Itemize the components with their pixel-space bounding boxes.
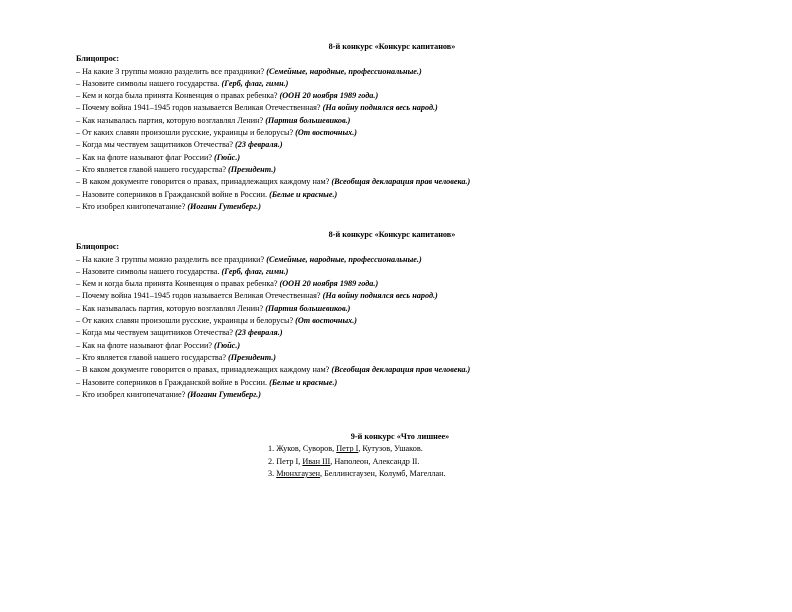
answer-text: (Белые и красные.) — [269, 377, 338, 387]
contest9-title: 9-й конкурс «Что лишнее» — [350, 432, 450, 441]
answer-text: (Президент.) — [228, 164, 276, 174]
question-item — [76, 364, 716, 376]
question-item — [76, 389, 716, 401]
question-text: – От каких славян произошли русские, украинцы и белорусы? — [76, 128, 296, 138]
answer-text: (Президент.) — [228, 352, 276, 362]
answer-text: (От восточных.) — [295, 128, 358, 138]
contest8-title: 8-й конкурс «Конкурс капитанов» — [328, 230, 456, 239]
blitz-label: Блицопрос: — [76, 54, 120, 64]
question-item — [76, 90, 716, 102]
answer-text: (Партия большевиков.) — [265, 303, 351, 313]
question-text: – Назовите соперников в Гражданской войне в России. — [76, 377, 270, 387]
question-list — [76, 66, 716, 214]
question-text: – Кто является главой нашего государства? — [76, 352, 229, 362]
answer-text: (Гюйс.) — [214, 152, 241, 162]
question-text: – Как называлась партия, которую возглавлял Ленин? — [76, 303, 266, 313]
answer-text: (Семейные, народные, профессиональные.) — [266, 66, 422, 76]
question-text: – Кто является главой нашего государства? — [76, 164, 229, 174]
odd-one-out-item — [268, 443, 600, 455]
odd-item-underlined: Мюнхгаузен — [276, 468, 320, 478]
odd-one-out-item — [268, 456, 600, 468]
contest8-section — [76, 41, 716, 213]
question-text: – Кто изобрел книгопечатание? — [76, 201, 188, 211]
item-text: 2. Петр I, — [268, 456, 303, 466]
answer-text: (На войну поднялся весь народ.) — [322, 103, 438, 113]
answer-text: (На войну поднялся весь народ.) — [322, 291, 438, 301]
answer-text: (Всеобщая декларация прав человека.) — [331, 177, 471, 187]
contest9-section — [200, 431, 600, 480]
question-list — [76, 254, 716, 402]
question-item — [76, 327, 716, 339]
question-item — [76, 152, 716, 164]
question-item — [76, 102, 716, 114]
question-item — [76, 164, 716, 176]
blitz-label: Блицопрос: — [76, 242, 120, 252]
question-text: – От каких славян произошли русские, украинцы и белорусы? — [76, 316, 296, 326]
item-text: 1. Жуков, Суворов, — [268, 444, 337, 454]
question-text: – Назовите соперников в Гражданской войне в России. — [76, 189, 270, 199]
question-item — [76, 377, 716, 389]
question-item — [76, 66, 716, 78]
question-item — [76, 352, 716, 364]
answer-text: (ООН 20 ноября 1989 года.) — [279, 91, 379, 101]
question-text: – Почему война 1941–1945 годов называется Великая Отечественная? — [76, 103, 323, 113]
question-item — [76, 290, 716, 302]
answer-text: (ООН 20 ноября 1989 года.) — [279, 279, 379, 289]
question-item — [76, 127, 716, 139]
question-item — [76, 315, 716, 327]
answer-text: (Всеобщая декларация прав человека.) — [331, 365, 471, 375]
answer-text: (От восточных.) — [295, 316, 358, 326]
question-item — [76, 201, 716, 213]
question-text: – Назовите символы нашего государства. — [76, 266, 222, 276]
question-text: – Кем и когда была принята Конвенция о правах ребенка? — [76, 91, 280, 101]
answer-text: (Семейные, народные, профессиональные.) — [266, 254, 422, 264]
question-text: – Кто изобрел книгопечатание? — [76, 389, 188, 399]
odd-item-underlined: Петр I — [336, 444, 359, 454]
answer-text: (Иоганн Гутенберг.) — [187, 389, 261, 399]
item-text: , Наполеон, Александр II. — [330, 456, 420, 466]
question-text: – В каком документе говорится о правах, принадлежащих каждому нам? — [76, 177, 332, 187]
question-text: – В каком документе говорится о правах, принадлежащих каждому нам? — [76, 365, 332, 375]
answer-text: (Белые и красные.) — [269, 189, 338, 199]
answer-text: (Герб, флаг, гимн.) — [221, 266, 289, 276]
question-item — [76, 78, 716, 90]
question-item — [76, 266, 716, 278]
item-text: , Беллинсгаузен, Колумб, Магеллан. — [319, 468, 446, 478]
question-item — [76, 303, 716, 315]
item-text: 3. — [268, 468, 277, 478]
question-text: – На какие 3 группы можно разделить все праздники? — [76, 66, 267, 76]
question-item — [76, 115, 716, 127]
answer-text: (23 февраля.) — [235, 140, 283, 150]
question-text: – Как называлась партия, которую возглавлял Ленин? — [76, 115, 266, 125]
question-item — [76, 254, 716, 266]
answer-text: (Партия большевиков.) — [265, 115, 351, 125]
odd-one-out-list — [268, 443, 600, 480]
answer-text: (Иоганн Гутенберг.) — [187, 201, 261, 211]
question-text: – Назовите символы нашего государства. — [76, 78, 222, 88]
answer-text: (Герб, флаг, гимн.) — [221, 78, 289, 88]
answer-text: (23 февраля.) — [235, 328, 283, 338]
question-text: – Когда мы чествуем защитников Отечества? — [76, 140, 236, 150]
contest8-section-repeat — [76, 229, 716, 401]
odd-item-underlined: Иван III — [302, 456, 331, 466]
question-item — [76, 176, 716, 188]
question-text: – Кем и когда была принята Конвенция о правах ребенка? — [76, 279, 280, 289]
question-text: – Как на флоте называют флаг России? — [76, 152, 215, 162]
question-text: – Как на флоте называют флаг России? — [76, 340, 215, 350]
question-item — [76, 278, 716, 290]
question-text: – Почему война 1941–1945 годов называется Великая Отечественная? — [76, 291, 323, 301]
question-item — [76, 189, 716, 201]
question-item — [76, 340, 716, 352]
question-item — [76, 139, 716, 151]
item-text: , Кутузов, Ушаков. — [358, 444, 423, 454]
question-text: – На какие 3 группы можно разделить все праздники? — [76, 254, 267, 264]
answer-text: (Гюйс.) — [214, 340, 241, 350]
contest8-title: 8-й конкурс «Конкурс капитанов» — [328, 42, 456, 51]
question-text: – Когда мы чествуем защитников Отечества? — [76, 328, 236, 338]
odd-one-out-item — [268, 468, 600, 480]
